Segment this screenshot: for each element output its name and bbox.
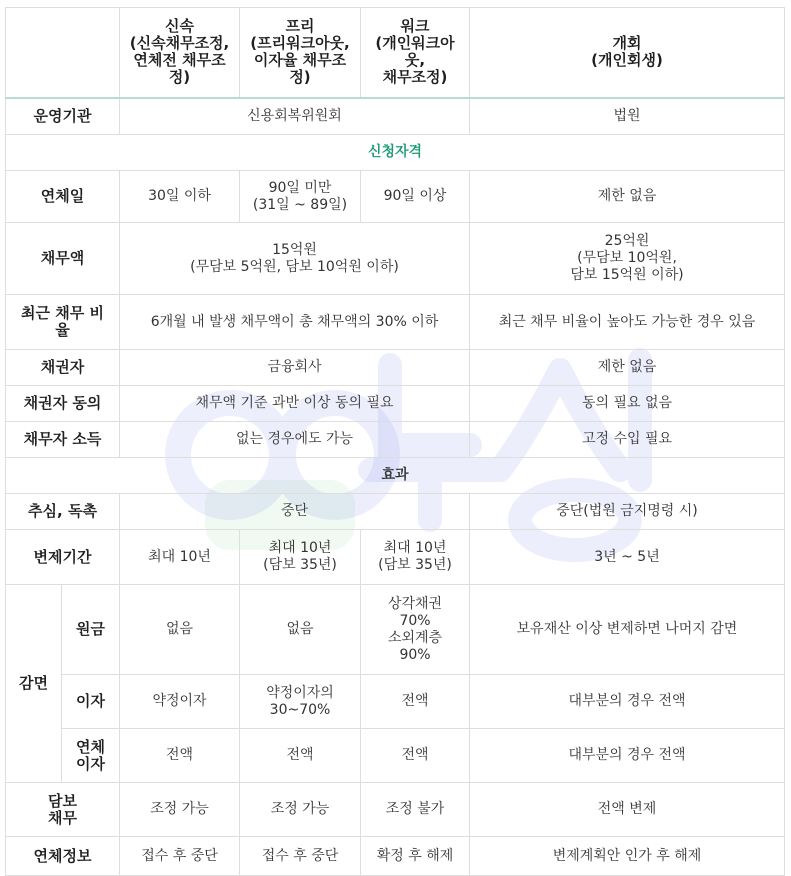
cell: 25억원 (무담보 10억원, 담보 15억원 이하) [470, 223, 785, 295]
cell: 30일 이하 [120, 171, 240, 223]
cell: 전액 [361, 729, 470, 783]
cell: 확정 후 해제 [361, 837, 470, 876]
cell: 보유재산 이상 변제하면 나머지 감면 [470, 585, 785, 675]
header-sinsok: 신속 (신속채무조정, 연체전 채무조 정) [120, 8, 240, 98]
header-pre: 프리 (프리워크아웃, 이자율 채무조 정) [240, 8, 361, 98]
row-label: 추심, 독촉 [6, 494, 120, 530]
cell: 신용회복위원회 [120, 98, 470, 135]
cell: 없음 [240, 585, 361, 675]
cell: 제한 없음 [470, 171, 785, 223]
cell: 조정 가능 [120, 783, 240, 837]
row-label: 담보 채무 [6, 783, 120, 837]
row-debt [6, 223, 785, 295]
row-collection [6, 494, 785, 530]
cell: 없는 경우에도 가능 [120, 422, 470, 458]
header-blank [6, 8, 120, 98]
section-title: 신청자격 [6, 135, 785, 171]
row-income [6, 422, 785, 458]
cell: 6개월 내 발생 채무액이 총 채무액의 30% 이하 [120, 295, 470, 350]
cell: 중단(법원 금지명령 시) [470, 494, 785, 530]
row-label: 채권자 [6, 350, 120, 386]
cell: 동의 필요 없음 [470, 386, 785, 422]
cell: 최대 10년 (담보 35년) [240, 530, 361, 585]
debt-relief-comparison-table [5, 7, 785, 876]
row-label: 연체 이자 [62, 729, 120, 783]
cell: 전액 [120, 729, 240, 783]
cell: 없음 [120, 585, 240, 675]
row-label: 변제기간 [6, 530, 120, 585]
cell: 전액 [240, 729, 361, 783]
row-label: 원금 [62, 585, 120, 675]
header-row [6, 8, 785, 98]
row-period [6, 530, 785, 585]
cell: 전액 변제 [470, 783, 785, 837]
row-creditor [6, 350, 785, 386]
row-operator [6, 98, 785, 135]
cell: 최대 10년 [120, 530, 240, 585]
cell: 대부분의 경우 전액 [470, 729, 785, 783]
row-interest [6, 675, 785, 729]
cell: 상각채권 70% 소외계층 90% [361, 585, 470, 675]
cell: 3년 ~ 5년 [470, 530, 785, 585]
cell: 채무액 기준 과반 이상 동의 필요 [120, 386, 470, 422]
group-label-reduction: 감면 [6, 585, 62, 783]
row-label: 연체일 [6, 171, 120, 223]
cell: 고정 수입 필요 [470, 422, 785, 458]
row-credit-info [6, 837, 785, 876]
cell: 90일 미만 (31일 ~ 89일) [240, 171, 361, 223]
cell: 접수 후 중단 [120, 837, 240, 876]
row-label: 최근 채무 비 율 [6, 295, 120, 350]
cell: 조정 가능 [240, 783, 361, 837]
cell: 금융회사 [120, 350, 470, 386]
row-label: 운영기관 [6, 98, 120, 135]
row-consent [6, 386, 785, 422]
row-label: 이자 [62, 675, 120, 729]
cell: 최대 10년 (담보 35년) [361, 530, 470, 585]
cell: 약정이자의 30~70% [240, 675, 361, 729]
cell: 접수 후 중단 [240, 837, 361, 876]
cell: 90일 이상 [361, 171, 470, 223]
row-label: 채권자 동의 [6, 386, 120, 422]
row-label: 연체정보 [6, 837, 120, 876]
section-eligibility [6, 135, 785, 171]
row-label: 채무자 소득 [6, 422, 120, 458]
row-principal [6, 585, 785, 675]
cell: 15억원 (무담보 5억원, 담보 10억원 이하) [120, 223, 470, 295]
row-secured [6, 783, 785, 837]
row-label: 채무액 [6, 223, 120, 295]
row-overdue [6, 171, 785, 223]
cell: 전액 [361, 675, 470, 729]
cell: 최근 채무 비율이 높아도 가능한 경우 있음 [470, 295, 785, 350]
section-effect [6, 458, 785, 494]
header-rehab: 개회 (개인회생) [470, 8, 785, 98]
header-work: 워크 (개인워크아 웃, 채무조정) [361, 8, 470, 98]
cell: 변제계획안 인가 후 해제 [470, 837, 785, 876]
cell: 조정 불가 [361, 783, 470, 837]
section-title: 효과 [6, 458, 785, 494]
cell: 법원 [470, 98, 785, 135]
cell: 제한 없음 [470, 350, 785, 386]
cell: 대부분의 경우 전액 [470, 675, 785, 729]
cell: 중단 [120, 494, 470, 530]
row-late-interest [6, 729, 785, 783]
cell: 약정이자 [120, 675, 240, 729]
row-recent-ratio [6, 295, 785, 350]
